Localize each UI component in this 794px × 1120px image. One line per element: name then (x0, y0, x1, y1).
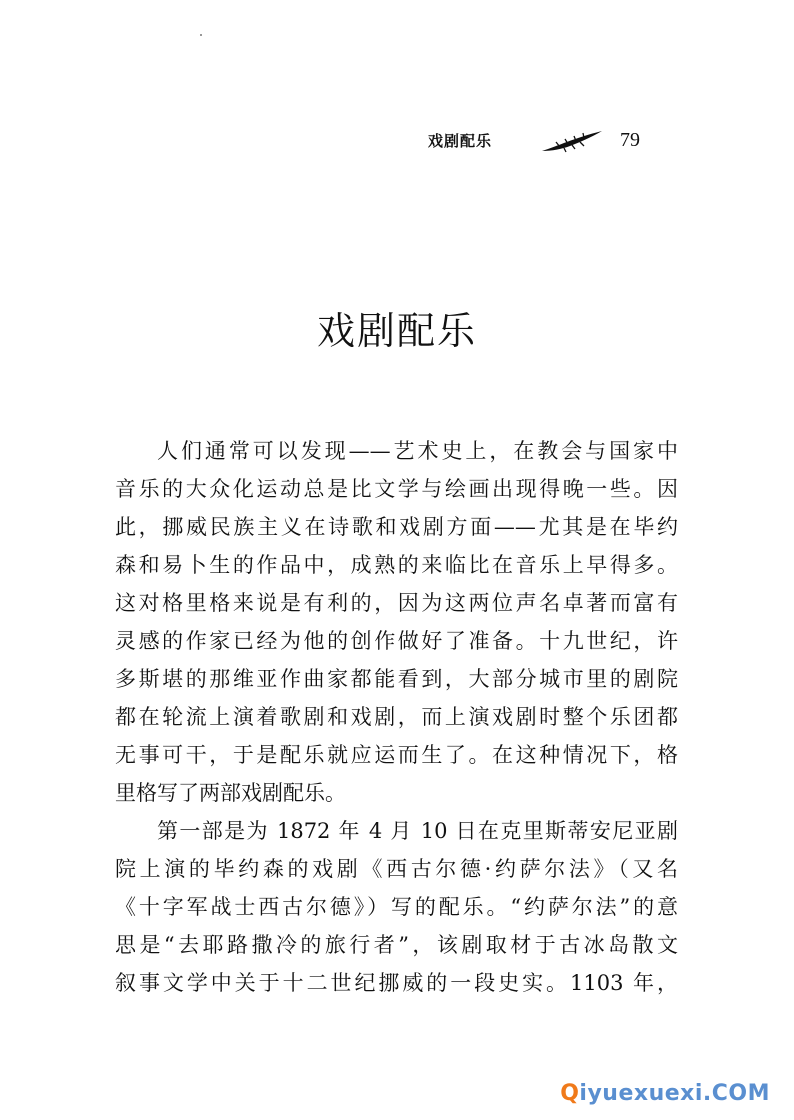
text-line: 院上演的毕约森的戏剧《西古尔德·约萨尔法》（又名 (115, 857, 678, 881)
text-line: 里格写了两部戏剧配乐。 (115, 781, 346, 805)
text-line: 多斯堪的那维亚作曲家都能看到，大部分城市里的剧院 (115, 667, 678, 691)
text-line: 灵感的作家已经为他的创作做好了准备。十九世纪，许 (115, 629, 678, 653)
paragraph-2 (115, 812, 678, 1002)
text-line: 这对格里格来说是有利的，因为这两位声名卓著而富有 (115, 591, 678, 615)
running-head (428, 128, 658, 158)
watermark-rest: iyuexuexi.COM (579, 1081, 770, 1106)
site-watermark (560, 1081, 770, 1106)
paragraph-1 (115, 432, 678, 812)
text-line: 第一部是为 1872 年 4 月 10 日在克里斯蒂安尼亚剧 (157, 819, 678, 843)
chapter-title: 戏剧配乐 (316, 309, 477, 353)
body-text (115, 432, 678, 1002)
running-head-title: 戏剧配乐 (428, 132, 493, 150)
text-line: 《十字军战士西古尔德》）写的配乐。“约萨尔法”的意 (115, 895, 678, 919)
watermark-prefix: Q (560, 1081, 580, 1106)
text-line: 森和易卜生的作品中，成熟的来临比在音乐上早得多。 (115, 553, 678, 577)
text-line: 叙事文学中关于十二世纪挪威的一段史实。1103 年， (115, 971, 678, 995)
text-line: 音乐的大众化运动总是比文学与绘画出现得晚一些。因 (115, 477, 678, 501)
text-line: 思是“去耶路撒冷的旅行者”，该剧取材于古冰岛散文 (115, 933, 678, 957)
text-line: 人们通常可以发现——艺术史上，在教会与国家中 (157, 439, 678, 463)
page-number: 79 (620, 129, 640, 151)
text-line: 都在轮流上演着歌剧和戏剧，而上演戏剧时整个乐团都 (115, 705, 678, 729)
text-line: 此，挪威民族主义在诗歌和戏剧方面——尤其是在毕约 (115, 515, 678, 539)
feather-ornament-icon (540, 128, 608, 154)
scan-speck (200, 34, 202, 36)
text-line: 无事可干，于是配乐就应运而生了。在这种情况下，格 (115, 743, 678, 767)
